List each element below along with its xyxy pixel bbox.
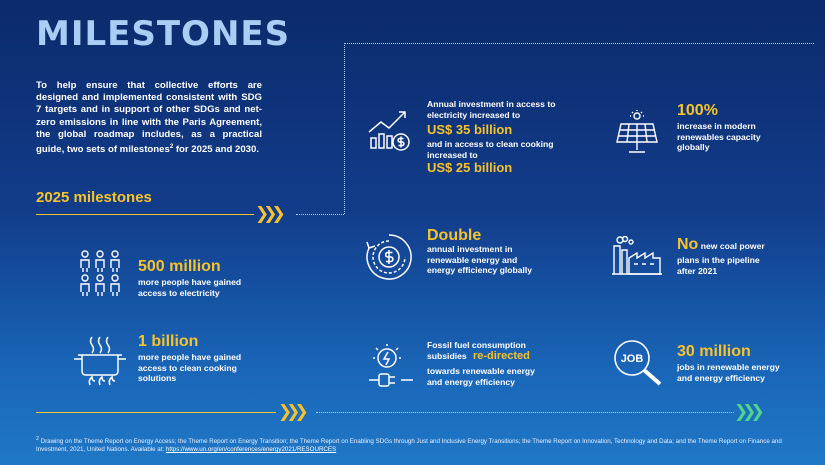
double-text: annual investment in renewable energy and energy efficiency globally	[427, 244, 533, 276]
timeline-line-lower	[36, 412, 276, 413]
job-label: JOB	[620, 353, 644, 365]
timeline-line-upper	[36, 214, 254, 215]
section-heading-2025: 2025 milestones	[36, 189, 152, 206]
growth-chart-dollar-icon	[367, 108, 413, 154]
intro-paragraph	[36, 80, 262, 156]
renewables-text: increase in modern renewables capacity globally	[677, 121, 761, 153]
jobs-figure: 30 million	[677, 343, 751, 360]
electricity-text: more people have gained access to electricity	[138, 277, 242, 298]
coal-figure: No	[677, 236, 699, 253]
footnote	[36, 435, 796, 454]
investment-line1: Annual investment in access to electricity increased to	[427, 99, 556, 120]
dotted-divider-top	[344, 43, 814, 44]
power-plant-icon	[612, 236, 662, 276]
subsidies-line2: towards renewable energy and energy efficiency	[427, 366, 535, 387]
chevron-right-icon: ❯❯❯	[278, 402, 303, 422]
investment-line2: and in access to clean cooking increased to	[427, 139, 554, 160]
intro-text: To help ensure that collective efforts are designed and implemented consistent with SDG 7 targets and in support of other SDGs and net-zero emissions in line with the Paris Agreement, the global roadmap includes, as a practical guide, two sets of milestones	[36, 80, 262, 156]
double-figure: Double	[427, 227, 482, 244]
job-search-icon	[610, 338, 664, 388]
investment-amount-electricity: US$ 35 billion	[427, 122, 513, 137]
dollar-cycle-icon	[364, 232, 414, 282]
coal-text: plans in the pipeline after 2021	[677, 255, 760, 276]
coal-heading	[677, 236, 765, 254]
footnote-marker: 2	[36, 436, 39, 442]
solar-panel-icon	[613, 110, 661, 156]
jobs-text: jobs in renewable energy and energy efficiency	[677, 362, 780, 383]
investment-amount-cooking: US$ 25 billion	[427, 160, 513, 175]
chevron-right-green-icon: ❯❯❯	[734, 402, 759, 422]
cooking-text: more people have gained access to clean cooking solutions	[138, 352, 242, 384]
electricity-figure: 500 million	[138, 258, 221, 275]
people-group-icon	[78, 250, 122, 298]
energy-plug-icon	[367, 340, 415, 388]
dotted-divider-bottom	[316, 412, 734, 413]
dotted-divider-vertical	[344, 43, 345, 214]
footnote-link[interactable]: https://www.un.org/en/conferences/energy2021/RESOURCES	[165, 446, 337, 454]
footnote-text: Drawing on the Theme Report on Energy Access; the Theme Report on Energy Transition; the Theme Report on Enabling SDGs through Just and Inclusive Energy Transitions; the Theme Report on Innovation, Technology and Data; and the Theme Report on Finance and Investment, 2021, United Nations. Available at:	[36, 438, 782, 454]
subsidies-line1: Fossil fuel consumption subsidies	[427, 340, 526, 361]
renewables-figure: 100%	[677, 102, 718, 119]
intro-footnote-marker: 2	[169, 144, 174, 151]
cooking-pot-icon	[72, 335, 128, 387]
intro-tail: for 2025 and 2030.	[173, 144, 260, 156]
chevron-right-icon: ❯❯❯	[255, 204, 280, 224]
dotted-divider-connector	[296, 214, 344, 215]
coal-inline-text: new coal power	[698, 241, 765, 251]
cooking-figure: 1 billion	[138, 333, 199, 350]
subsidies-highlight: re-directed	[473, 350, 530, 362]
page-title: MILESTONES	[36, 14, 291, 54]
